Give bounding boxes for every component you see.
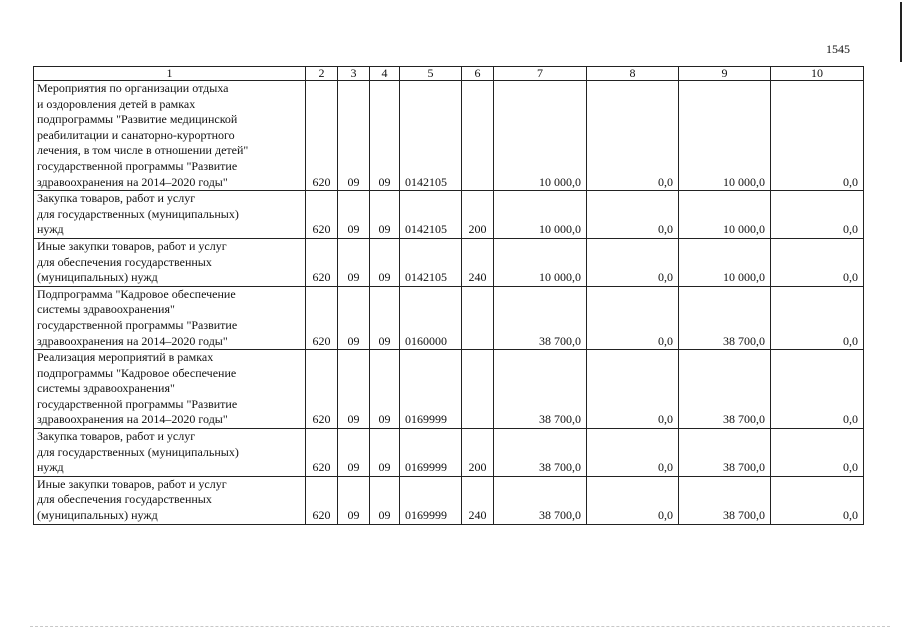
section-cell: 09 — [338, 81, 370, 191]
page-number: 1545 — [826, 42, 850, 56]
amount-cell: 0,0 — [587, 476, 679, 524]
subsection-cell: 09 — [370, 476, 400, 524]
target-article-cell: 0169999 — [400, 350, 462, 429]
amount-cell: 38 700,0 — [679, 286, 771, 349]
ministry-code-cell: 620 — [306, 191, 338, 239]
expense-type-cell — [462, 81, 494, 191]
target-article-cell: 0142105 — [400, 81, 462, 191]
header-cell: 6 — [462, 67, 494, 81]
table-row — [34, 286, 864, 349]
row-name-cell: Иные закупки товаров, работ и услуг для обеспечения государственных (муниципальных) нужд — [34, 476, 306, 524]
header-cell: 1 — [34, 67, 306, 81]
header-cell: 9 — [679, 67, 771, 81]
table-row — [34, 191, 864, 239]
amount-cell: 0,0 — [587, 350, 679, 429]
header-cell: 7 — [494, 67, 587, 81]
expense-type-cell: 200 — [462, 191, 494, 239]
ministry-code-cell: 620 — [306, 429, 338, 477]
target-article-cell: 0142105 — [400, 238, 462, 286]
row-name-cell: Мероприятия по организации отдыха и оздоровления детей в рамках подпрограммы "Развитие медицинской реабилитации и санаторно-курортного лечения, в том числе в отношении детей" государственной программы "Развитие здравоохранения на 2014–2020 годы" — [34, 81, 306, 191]
expense-type-cell — [462, 286, 494, 349]
table-header — [34, 67, 864, 81]
amount-cell: 10 000,0 — [679, 238, 771, 286]
table-row — [34, 238, 864, 286]
expense-type-cell: 240 — [462, 238, 494, 286]
subsection-cell: 09 — [370, 350, 400, 429]
amount-cell: 10 000,0 — [679, 81, 771, 191]
ministry-code-cell: 620 — [306, 238, 338, 286]
amount-cell: 0,0 — [771, 286, 864, 349]
amount-cell: 10 000,0 — [679, 191, 771, 239]
amount-cell: 38 700,0 — [494, 429, 587, 477]
amount-cell: 38 700,0 — [679, 350, 771, 429]
expense-type-cell: 240 — [462, 476, 494, 524]
amount-cell: 0,0 — [587, 286, 679, 349]
expense-type-cell: 200 — [462, 429, 494, 477]
header-cell: 4 — [370, 67, 400, 81]
header-cell: 5 — [400, 67, 462, 81]
row-name-cell: Закупка товаров, работ и услуг для государственных (муниципальных) нужд — [34, 429, 306, 477]
amount-cell: 0,0 — [771, 191, 864, 239]
amount-cell: 0,0 — [587, 81, 679, 191]
table-body — [34, 81, 864, 525]
table-row — [34, 81, 864, 191]
ministry-code-cell: 620 — [306, 286, 338, 349]
subsection-cell: 09 — [370, 191, 400, 239]
subsection-cell: 09 — [370, 429, 400, 477]
subsection-cell: 09 — [370, 238, 400, 286]
subsection-cell: 09 — [370, 81, 400, 191]
amount-cell: 10 000,0 — [494, 191, 587, 239]
ministry-code-cell: 620 — [306, 81, 338, 191]
row-name-cell: Закупка товаров, работ и услуг для государственных (муниципальных) нужд — [34, 191, 306, 239]
amount-cell: 10 000,0 — [494, 81, 587, 191]
table-row — [34, 476, 864, 524]
table-row — [34, 350, 864, 429]
target-article-cell: 0160000 — [400, 286, 462, 349]
amount-cell: 0,0 — [771, 429, 864, 477]
section-cell: 09 — [338, 350, 370, 429]
row-name-cell: Иные закупки товаров, работ и услуг для обеспечения государственных (муниципальных) нужд — [34, 238, 306, 286]
amount-cell: 38 700,0 — [679, 429, 771, 477]
section-cell: 09 — [338, 476, 370, 524]
scan-edge-mark — [900, 2, 902, 62]
header-cell: 8 — [587, 67, 679, 81]
budget-table — [33, 66, 864, 525]
amount-cell: 10 000,0 — [494, 238, 587, 286]
target-article-cell: 0142105 — [400, 191, 462, 239]
amount-cell: 0,0 — [587, 429, 679, 477]
amount-cell: 0,0 — [587, 238, 679, 286]
ministry-code-cell: 620 — [306, 350, 338, 429]
amount-cell: 38 700,0 — [679, 476, 771, 524]
amount-cell: 0,0 — [771, 476, 864, 524]
expense-type-cell — [462, 350, 494, 429]
section-cell: 09 — [338, 286, 370, 349]
scan-noise-line — [30, 626, 890, 627]
amount-cell: 38 700,0 — [494, 286, 587, 349]
row-name-cell: Реализация мероприятий в рамках подпрограммы "Кадровое обеспечение системы здравоохранения" государственной программы "Развитие здравоохранения на 2014–2020 годы" — [34, 350, 306, 429]
section-cell: 09 — [338, 191, 370, 239]
header-cell: 2 — [306, 67, 338, 81]
amount-cell: 38 700,0 — [494, 476, 587, 524]
target-article-cell: 0169999 — [400, 429, 462, 477]
amount-cell: 0,0 — [771, 81, 864, 191]
section-cell: 09 — [338, 238, 370, 286]
amount-cell: 38 700,0 — [494, 350, 587, 429]
row-name-cell: Подпрограмма "Кадровое обеспечение системы здравоохранения" государственной программы "Развитие здравоохранения на 2014–2020 годы" — [34, 286, 306, 349]
amount-cell: 0,0 — [771, 238, 864, 286]
section-cell: 09 — [338, 429, 370, 477]
header-row — [34, 67, 864, 81]
ministry-code-cell: 620 — [306, 476, 338, 524]
subsection-cell: 09 — [370, 286, 400, 349]
header-cell: 3 — [338, 67, 370, 81]
table-row — [34, 429, 864, 477]
amount-cell: 0,0 — [587, 191, 679, 239]
amount-cell: 0,0 — [771, 350, 864, 429]
target-article-cell: 0169999 — [400, 476, 462, 524]
header-cell: 10 — [771, 67, 864, 81]
